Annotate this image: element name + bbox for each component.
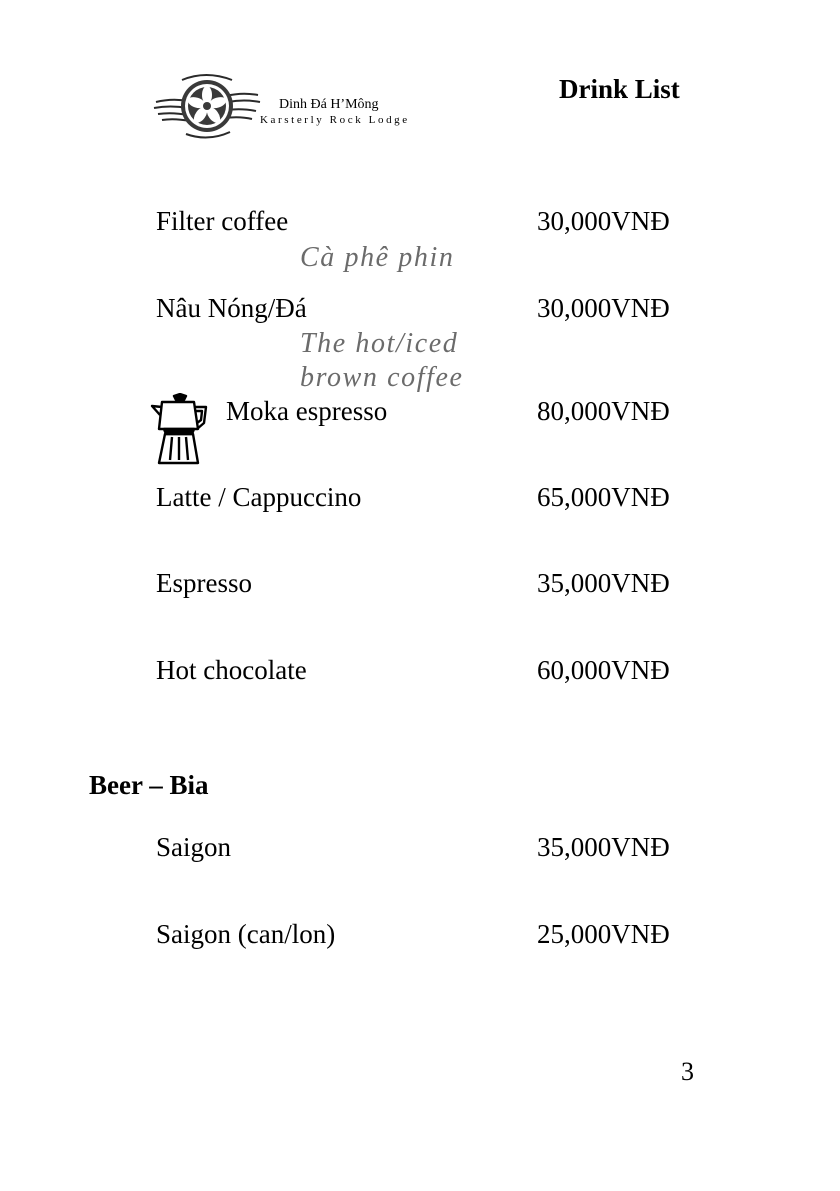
lodge-logo — [152, 68, 262, 144]
logo-subtitle: Karsterly Rock Lodge — [260, 114, 410, 126]
menu-item-name: Filter coffee — [156, 206, 289, 236]
lodge-logo-icon — [152, 68, 262, 144]
menu-item-name: Saigon (can/lon) — [156, 919, 336, 949]
menu-item-name: Espresso — [156, 568, 252, 598]
menu-item-subtitle-line: The hot/iced — [300, 328, 459, 359]
menu-item-price: 25,000VNĐ — [537, 919, 670, 949]
moka-pot-icon — [150, 393, 210, 465]
menu-item-name: Nâu Nóng/Đá — [156, 293, 307, 323]
menu-item-price: 80,000VNĐ — [537, 396, 670, 426]
menu-item-name: Saigon — [156, 832, 232, 862]
logo-title: Dinh Đá H’Mông — [279, 97, 379, 112]
menu-item-price: 30,000VNĐ — [537, 293, 670, 323]
menu-item-price: 35,000VNĐ — [537, 568, 670, 598]
menu-item-name: Moka espresso — [226, 396, 388, 426]
menu-item-price: 35,000VNĐ — [537, 832, 670, 862]
menu-item-price: 60,000VNĐ — [537, 655, 670, 685]
menu-item-price: 65,000VNĐ — [537, 482, 670, 512]
menu-item-name: Hot chocolate — [156, 655, 307, 685]
page-number: 3 — [681, 1057, 694, 1086]
page-heading: Drink List — [559, 74, 680, 104]
menu-item-price: 30,000VNĐ — [537, 206, 670, 236]
menu-item-name: Latte / Cappuccino — [156, 482, 362, 512]
menu-item-subtitle: Cà phê phin — [300, 242, 455, 273]
section-heading-beer: Beer – Bia — [89, 770, 209, 800]
menu-item-subtitle-line: brown coffee — [300, 362, 464, 393]
